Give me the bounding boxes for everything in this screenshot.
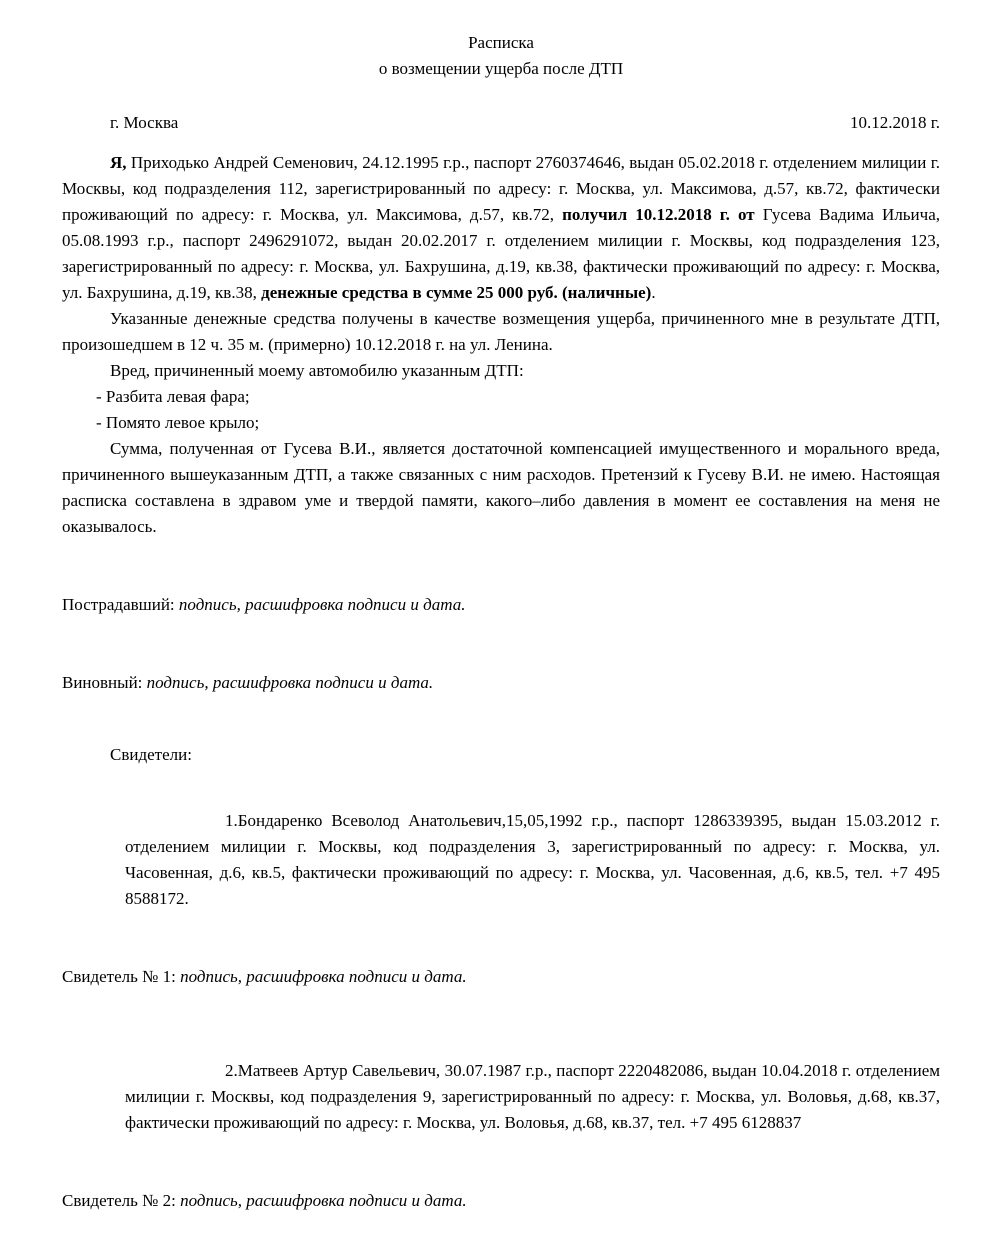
- main-statement-paragraph: [62, 150, 940, 306]
- text-run: подпись, расшифровка подписи и дата.: [180, 1191, 467, 1210]
- title-line-1: Расписка: [468, 33, 534, 52]
- city-label: г. Москва: [110, 113, 179, 132]
- text-run: Указанные денежные средства получены в качестве возмещения ущерба, причиненного мне в результате ДТП, произошедшем в 12 ч. 35 м. (примерно) 10.12.2018 г. на ул. Ленина.: [62, 309, 940, 354]
- witness-2-signature-line: [62, 1188, 940, 1214]
- text-run: Пострадавший:: [62, 595, 179, 614]
- text-run: подпись, расшифровка подписи и дата.: [146, 673, 434, 692]
- text-run: Виновный:: [62, 673, 147, 692]
- text-run: Бондаренко Всеволод Анатольевич,15,05,1992 г.р., паспорт 1286339395, выдан 15.03.2012 г. отделением милиции г. Москвы, код подразделения 3, зарегистрированный по адресу: г. Москва, ул. Часовенная, д.6, кв.5, фактически проживающий по адресу: г. Москва, ул. Часовенная, д.6, кв.5, тел. +7 495 8588172.: [125, 811, 940, 908]
- damage-item-1: [62, 384, 940, 410]
- text-run: Свидетель № 1:: [62, 967, 181, 986]
- date-label: 10.12.2018 г.: [849, 113, 940, 132]
- witness-2-paragraph: [125, 1058, 940, 1136]
- damage-item-2: [62, 410, 940, 436]
- witness-1-paragraph: [125, 808, 940, 912]
- list-number: 2.: [225, 1061, 238, 1080]
- text-run: .: [651, 283, 656, 302]
- damage-intro-paragraph: [62, 358, 940, 384]
- list-number: 1.: [225, 811, 238, 830]
- witnesses-heading: [62, 742, 940, 768]
- witness-1-signature-line: [62, 964, 940, 990]
- text-run: - Помято левое крыло;: [96, 413, 260, 432]
- dateline: [62, 110, 940, 136]
- text-run: Я,: [110, 153, 127, 172]
- text-run: подпись, расшифровка подписи и дата.: [180, 967, 467, 986]
- victim-signature-line: [62, 592, 940, 618]
- compensation-statement-paragraph: [62, 436, 940, 540]
- text-run: Вред, причиненный моему автомобилю указанным ДТП:: [110, 361, 524, 380]
- funds-purpose-paragraph: [62, 306, 940, 358]
- text-run: Приходько Андрей Семенович, 24.12.1995 г.р., паспорт 2760374646, выдан 05.02.2018 г. отделением милиции г. Москвы, код подразделения 112, зарегистрированный по адресу: г. Москва, ул. Максимова, д.57, кв.72, фактически проживающий по адресу: г. Москва, ул. Максимова, д.57, кв.72,: [62, 153, 940, 224]
- text-run: получил 10.12.2018 г. от: [562, 205, 755, 224]
- text-run: Сумма, полученная от Гусева В.И., является достаточной компенсацией имущественного и морального вреда, причиненного вышеуказанным ДТП, а также связанных с ним расходов. Претензий к Гусеву В.И. не имею. Настоящая расписка составлена в здравом уме и твердой памяти, какого–либо давления в момент ее составления на меня не оказывалось.: [62, 439, 940, 536]
- title-line-2: о возмещении ущерба после ДТП: [378, 59, 624, 78]
- text-run: Свидетели:: [110, 745, 192, 764]
- text-run: денежные средства в сумме 25 000 руб. (наличные): [261, 283, 652, 302]
- document-body: [62, 150, 940, 1214]
- document-title: [62, 30, 940, 82]
- text-run: Матвеев Артур Савельевич, 30.07.1987 г.р., паспорт 2220482086, выдан 10.04.2018 г. отделением милиции г. Москвы, код подразделения 9, зарегистрированный по адресу: г. Москва, ул. Воловья, д.68, кв.37, фактически проживающий по адресу: г. Москва, ул. Воловья, д.68, кв.37, тел. +7 495 6128837: [125, 1061, 940, 1132]
- text-run: Гусева Вадима Ильича, 05.08.1993 г.р., паспорт 2496291072, выдан 20.02.2017 г. отделением милиции г. Москвы, код подразделения 123, зарегистрированный по адресу: г. Москва, ул. Бахрушина, д.19, кв.38, фактически проживающий по адресу: г. Москва, ул. Бахрушина, д.19, кв.38,: [62, 205, 940, 302]
- text-run: Свидетель № 2:: [62, 1191, 181, 1210]
- text-run: подпись, расшифровка подписи и дата.: [178, 595, 466, 614]
- culprit-signature-line: [62, 670, 940, 696]
- text-run: - Разбита левая фара;: [96, 387, 250, 406]
